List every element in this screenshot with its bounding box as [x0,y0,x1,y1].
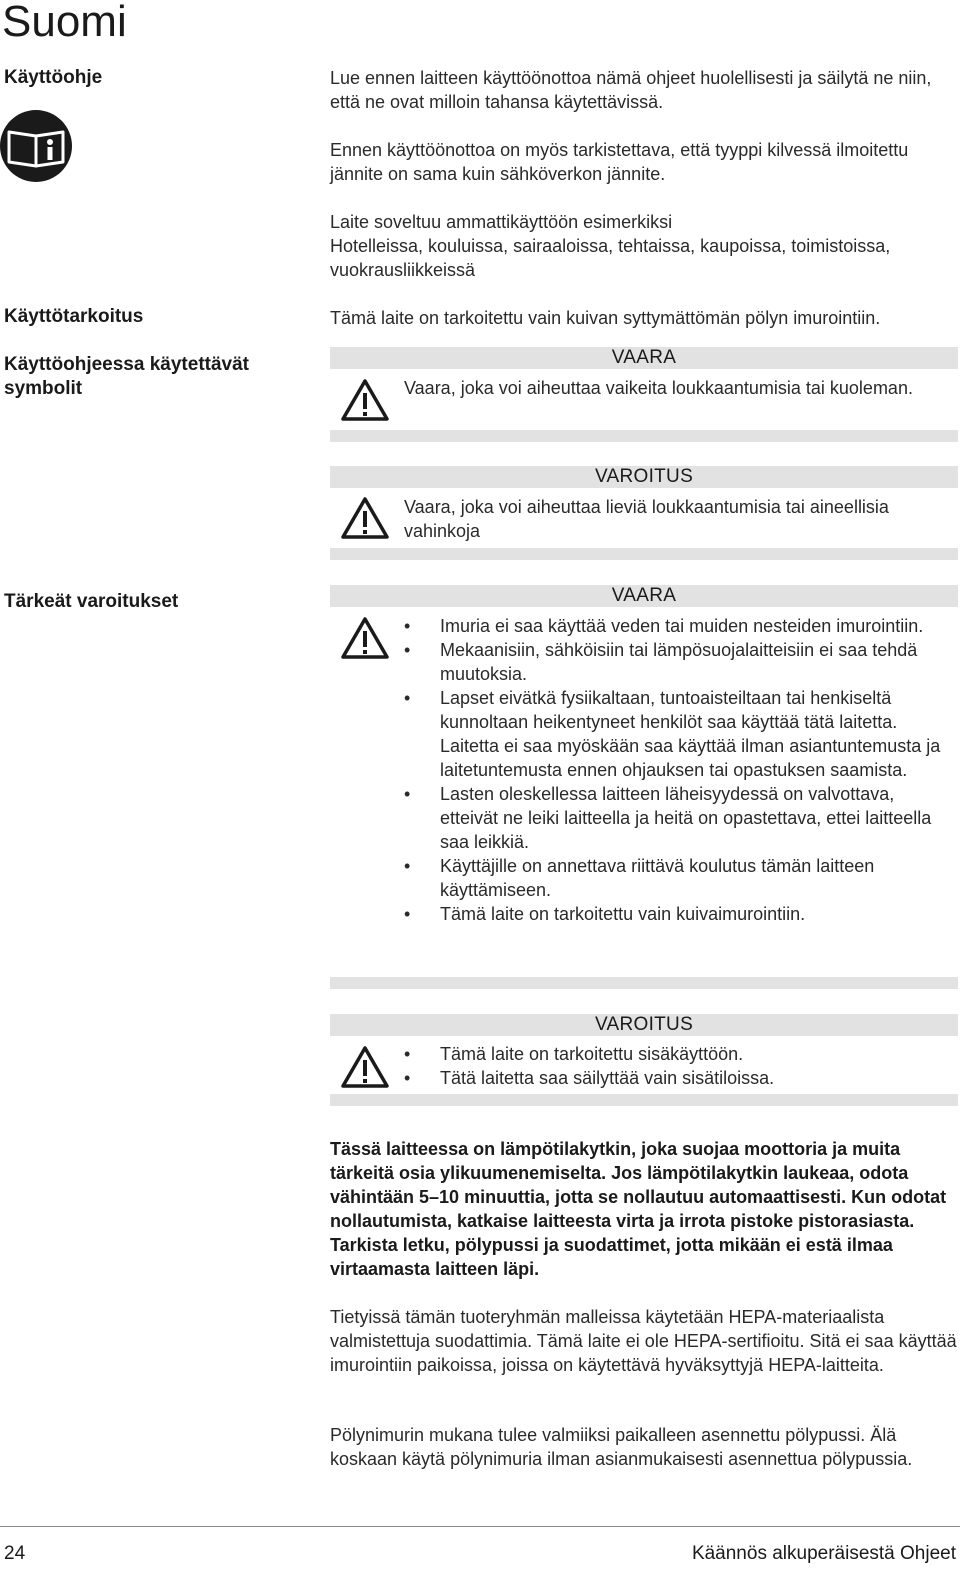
symbol-danger-title: VAARA [330,347,958,369]
page-title: Suomi [2,0,127,46]
symbol-warning-title: VAROITUS [330,466,958,488]
list-item: • Imuria ei saa käyttää veden tai muiden nesteiden imurointiin. [404,614,950,638]
warning-triangle-icon [340,616,390,660]
important-danger-list [404,614,950,926]
symbol-warning-text: Vaara, joka voi aiheuttaa lieviä loukkaantumisia tai aineellisia vahinkoja [404,497,889,541]
symbol-danger-text: Vaara, joka voi aiheuttaa vaikeita loukkaantumisia tai kuoleman. [404,378,913,398]
hepa-note: Tietyissä tämän tuoteryhmän malleissa käytetään HEPA-materiaalista valmistettuja suodattimia. Tämä laite ei ole HEPA-sertifioitu. Sitä ei saa käyttää imurointiin paikoissa, joissa on käytettävä hyväksyttyjä HEPA-laitteita. [330,1307,957,1375]
dust-bag-note: Pölynimurin mukana tulee valmiiksi paikalleen asennettu pölypussi. Älä koskaan käytä pölynimuria ilman asianmukaisesti asennettua pölypussia. [330,1425,913,1469]
footer-translation-label: Käännös alkuperäisestä Ohjeet [691,1543,956,1564]
sidebar-label-important: Tärkeät varoitukset [4,591,179,612]
list-item: • Tämä laite on tarkoitettu sisäkäyttöön. [404,1042,950,1066]
warning-triangle-icon [340,1045,390,1089]
list-item: • Tämä laite on tarkoitettu vain kuivaimurointiin. [404,902,950,926]
list-item: • Tätä laitetta saa säilyttää vain sisätiloissa. [404,1066,950,1090]
important-warning-title: VAROITUS [330,1014,958,1036]
intro-paragraph-read: Lue ennen laitteen käyttöönottoa nämä ohjeet huolellisesti ja säilytä ne niin, että ne ovat milloin tahansa käytettävissä. [330,68,932,112]
list-item: • Lasten oleskellessa laitteen läheisyydessä on valvottava, etteivät ne leiki laitteella ja heitä on opastettava, ettei laitteella saa leikkiä. [404,782,950,854]
intro-paragraph-voltage: Ennen käyttöönottoa on myös tarkistettava, että tyyppi kilvessä ilmoitettu jännite on sama kuin sähköverkon jännite. [330,140,909,184]
divider-bar [330,430,958,442]
intro-paragraph-use: Laite soveltuu ammattikäyttöön esimerkiksi [330,212,673,232]
thermal-switch-note: Tässä laitteessa on lämpötilakytkin, joka suojaa moottoria ja muita tärkeitä osia ylikuumenemiselta. Jos lämpötilakytkin laukeaa, odota vähintään 5–10 minuuttia, jotta se nollautuu automaattisesti. Kun odotat nollautumista, katkaise laitteesta virta ja irrota pistoke pistorasiasta. Tarkista letku, pölypussi ja suodattimet, jotta mikään ei estä ilmaa virtaamasta laitteen läpi. [330,1139,947,1279]
important-warning-list [404,1042,950,1090]
divider-bar [330,548,958,560]
intro-paragraph-places: Hotelleissa, kouluissa, sairaaloissa, tehtaissa, kaupoissa, toimistoissa, vuokrausliikkeissä [330,236,891,280]
divider-bar [330,977,958,989]
list-item: • Käyttäjille on annettava riittävä koulutus tämän laitteen käyttämiseen. [404,854,950,902]
sidebar-label-symbols: Käyttöohjeessa käytettävät symbolit [4,354,249,399]
footer-rule [0,1526,960,1527]
sidebar-label-purpose: Käyttötarkoitus [4,306,144,327]
important-danger-title: VAARA [330,585,958,607]
purpose-text: Tämä laite on tarkoitettu vain kuivan syttymättömän pölyn imurointiin. [330,308,881,328]
warning-triangle-icon [340,496,390,540]
list-item: • Mekaanisiin, sähköisiin tai lämpösuojalaitteisiin ei saa tehdä muutoksia. [404,638,950,686]
intro-section [330,66,958,282]
read-manual-icon [0,108,76,184]
warning-triangle-icon [340,378,390,422]
page-number: 24 [4,1543,26,1564]
divider-bar [330,1094,958,1106]
list-item: • Lapset eivätkä fysiikaltaan, tuntoaisteiltaan tai henkiseltä kunnoltaan heikentyneet henkilöt saa käyttää tätä laitetta. Laitetta ei saa myöskään saa käyttää ilman asiantuntemusta ja laitetuntemusta ennen ohjauksen tai opastuksen saamista. [404,686,950,782]
sidebar-label-manual: Käyttöohje [4,67,103,88]
